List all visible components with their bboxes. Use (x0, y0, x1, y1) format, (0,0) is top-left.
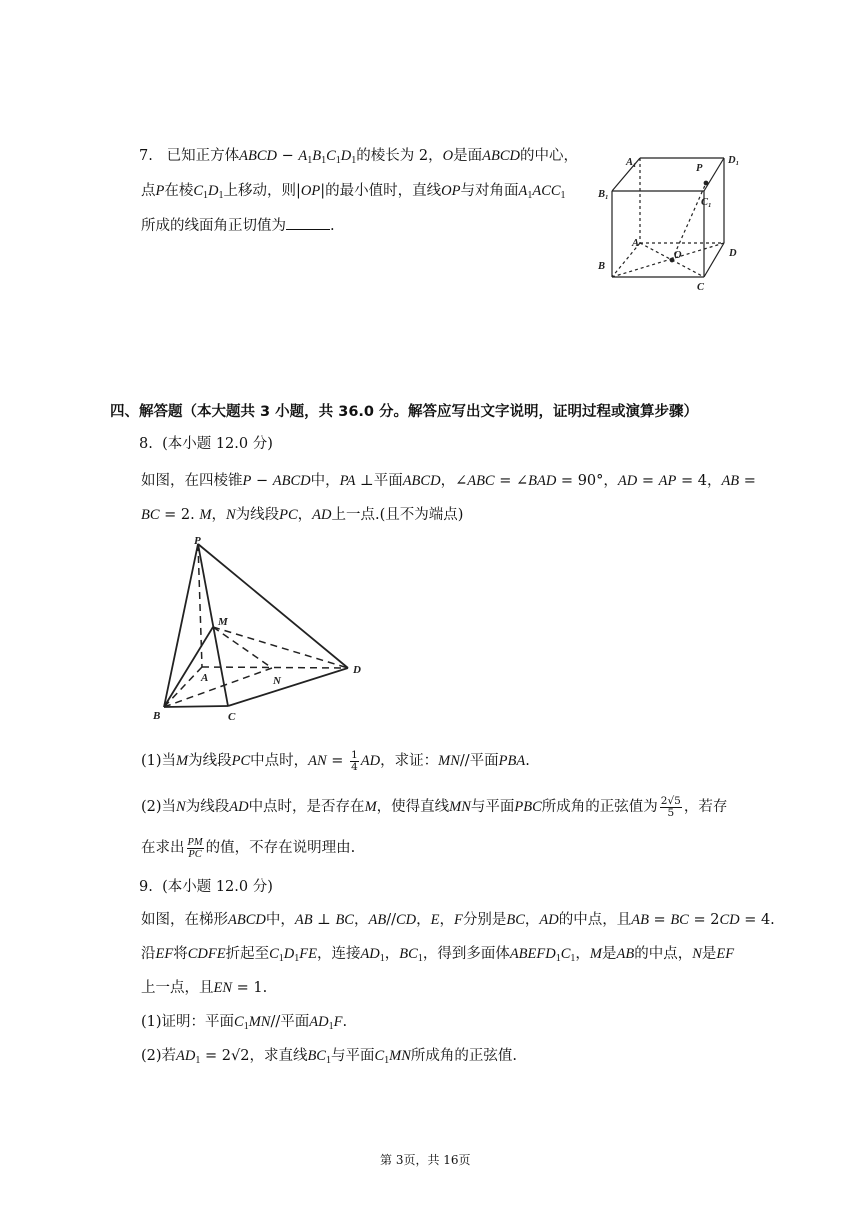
q7-number: 7. (139, 148, 153, 164)
q9-line-1: 如图，在梯形ABCD中，AB ⊥ BC，AB//CD，E，F分别是BC，AD的中点，且AB = BC = 2CD = 4. (141, 912, 775, 928)
cube-label-P: P (696, 163, 703, 174)
pyramid-label-A: A (201, 672, 209, 684)
q9-part-1: (1)证明：平面$C_1MN//$平面$AD_1F$. (141, 1014, 348, 1032)
page-footer: 第 3页，共 16页 (380, 1153, 471, 1167)
q7-line-1: 7. 已知正方体ABCD − $A_1B_1C_1D_1$的棱长为 2，O是面ABCD的中心， (139, 148, 578, 166)
cube-label-A: A (632, 238, 640, 249)
cube-label-C: C (697, 282, 705, 293)
pyramid-label-C: C (228, 711, 236, 723)
cube-label-D1: D₁ (728, 155, 740, 166)
cube-label-B: B (598, 261, 606, 272)
cube-label-O: O (674, 250, 682, 261)
q7-line-2: 点P在棱$C_1D_1$上移动，则|OP|的最小值时，直线OP与对角面$A_1ACC_1$ (141, 183, 566, 201)
pyramid-label-N: N (273, 675, 281, 687)
pyramid-label-D: D (353, 664, 361, 676)
q9-line-3: 上一点，且EN = 1. (141, 980, 268, 996)
q9-line-2: 沿EF将CDFE折起至$C_1D_1FE$，连接$AD_1$，$BC_1$，得到多面体$ABEFD_1C_1$，M是AB的中点，N是EF (141, 946, 735, 964)
cube-figure (594, 145, 764, 295)
answer-blank (286, 215, 330, 230)
cube-label-B1: B₁ (598, 189, 609, 200)
cube-label-A1: A₁ (626, 157, 637, 168)
q7-line-3: 所成的线面角正切值为 . (141, 215, 335, 236)
pyramid-label-B: B (153, 710, 161, 722)
pyramid-label-M: M (218, 616, 228, 628)
q8-heading: 8. (本小题 12.0 分) (139, 436, 273, 452)
q9-heading: 9. (本小题 12.0 分) (139, 879, 273, 895)
pyramid-figure (148, 535, 378, 735)
cube-label-C1: C₁ (701, 197, 712, 208)
q8-part-1: (1)当M为线段PC中点时，AN = $\frac{1}{4}$ AD，求证：MN//平面PBA. (141, 748, 530, 773)
q8-line-2: BC = 2. M，N为线段PC，AD上一点.(且不为端点) (141, 507, 464, 523)
q8-line-1: 如图，在四棱锥P − ABCD中，PA ⊥平面ABCD，∠ABC = ∠BAD = 90°，AD = AP = 4，AB = (141, 473, 756, 489)
q9-part-2: (2)若$AD_1 = 2√2$，求直线$BC_1$与平面$C_1MN$所成角的正弦值. (141, 1048, 518, 1066)
pyramid-label-P: P (194, 535, 201, 547)
section-4-title: 四、解答题（本大题共 3 小题，共 36.0 分。解答应写出文字说明，证明过程或演算步骤） (110, 404, 699, 420)
q8-part-2-cont: 在求出 $\frac{PM}{PC}$ 的值，不存在说明理由. (141, 836, 356, 860)
q8-part-2: (2)当N为线段AD中点时，是否存在M，使得直线MN与平面PBC所成角的正弦值为 $\frac{2√5}{5}$ ，若存 (141, 794, 728, 819)
cube-label-D: D (729, 248, 737, 259)
